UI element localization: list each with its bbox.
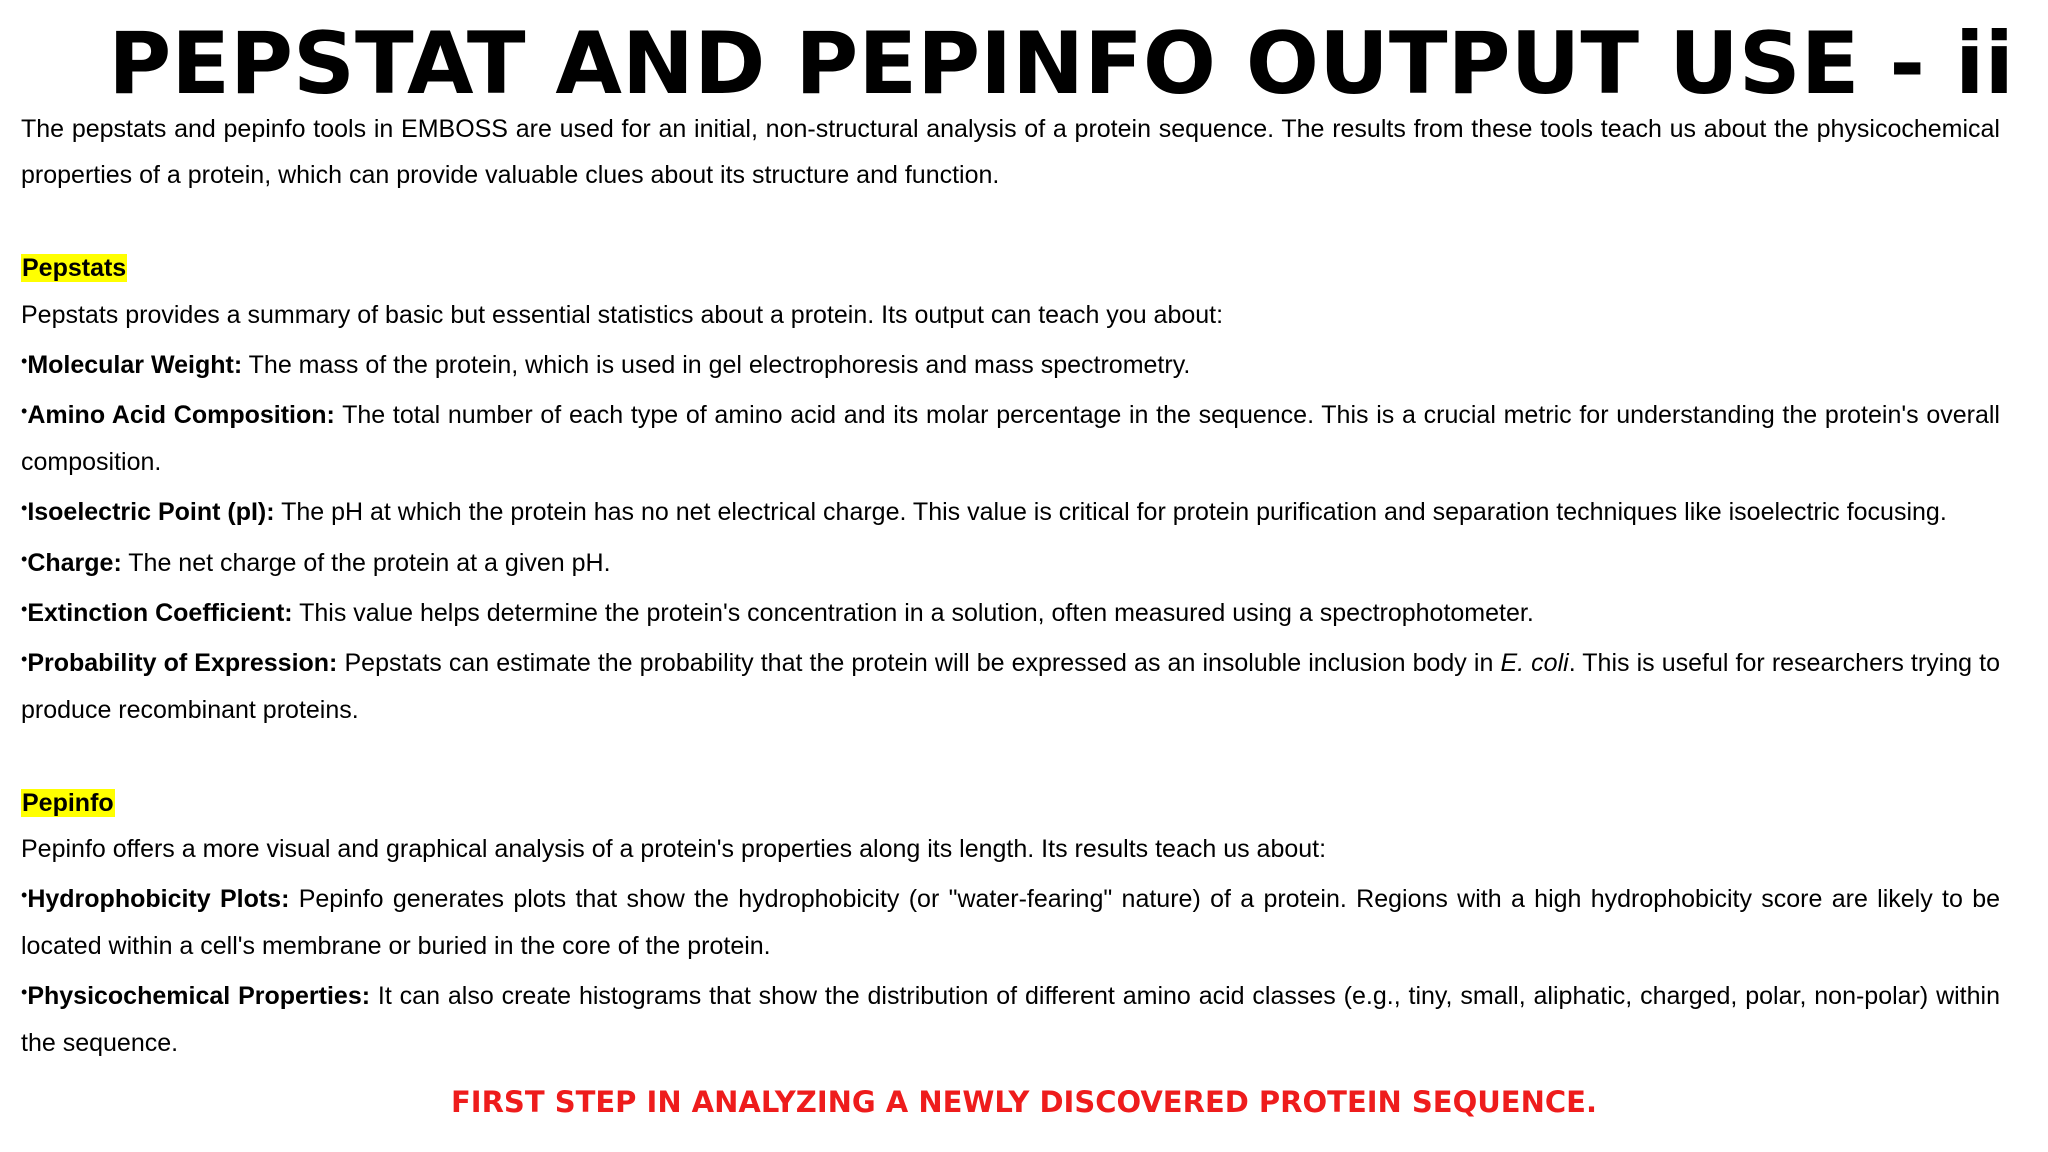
bullet-icon: • [21,548,28,569]
slide-body [21,106,2000,1066]
bullet-text: The pH at which the protein has no net electrical charge. This value is critical for protein purification and separation techniques like isoelectric focusing. [274,498,1947,527]
bullet-icon: • [21,649,28,670]
bullet-item [21,586,2000,636]
footer-callout: FIRST STEP IN ANALYZING A NEWLY DISCOVERED PROTEIN SEQUENCE. [451,1085,1597,1119]
bullet-term: Charge: [27,548,122,577]
bullet-text: The mass of the protein, which is used in gel electrophoresis and mass spectrometry. [242,351,1191,380]
bullet-icon: • [21,599,28,620]
bullet-item [21,969,2000,1066]
spacer [21,199,2000,245]
bullet-item [21,485,2000,535]
bullet-icon: • [21,982,28,1003]
bullet-icon: • [21,498,28,519]
bullet-icon: • [21,401,28,422]
bullet-text: It can also create histograms that show the distribution of different amino acid classes (e.g., tiny, small, aliphatic, charged, polar, non-polar) within the sequence. [21,982,2000,1057]
bullet-text: . This is useful for researchers trying to produce recombinant proteins. [21,649,2000,724]
bullet-text: The net charge of the protein at a given pH. [121,548,611,577]
bullet-item [21,872,2000,969]
bullet-term: Physicochemical Properties: [27,982,371,1011]
bullet-term: Amino Acid Composition: [27,401,335,430]
pepinfo-heading [21,780,2000,826]
intro-paragraph: The pepstats and pepinfo tools in EMBOSS are used for an initial, non-structural analysis of a protein sequence. The results from these tools teach us about the physicochemical properties of a protein, which can provide valuable clues about its structure and function. [21,115,2000,190]
bullet-term: Extinction Coefficient: [27,599,293,628]
pepstats-heading-label: Pepstats [22,254,127,283]
bullet-item [21,338,2000,388]
bullet-term: Hydrophobicity Plots: [27,885,290,914]
pepstats-heading [21,245,2000,291]
bullet-icon: • [21,885,28,906]
bullet-text: The total number of each type of amino acid and its molar percentage in the sequence. This is a crucial metric for understanding the protein's overall composition. [21,401,2000,476]
bullet-text: Pepinfo generates plots that show the hydrophobicity (or "water-fearing" nature) of a protein. Regions with a high hydrophobicity score are likely to be located within a cell's membrane or buried in the core of the protein. [21,885,2001,960]
bullet-item [21,636,2000,733]
bullet-text: This value helps determine the protein's concentration in a solution, often measured using a spectrophotometer. [292,599,1534,628]
slide-title: PEPSTAT AND PEPINFO OUTPUT USE - ii [108,14,2014,114]
bullet-term: Molecular Weight: [27,351,243,380]
pepinfo-heading-label: Pepinfo [22,788,114,817]
organism-name: E. coli [1500,649,1569,678]
pepinfo-lead: Pepinfo offers a more visual and graphical analysis of a protein's properties along its length. Its results teach us about: [21,835,1327,864]
bullet-text: Pepstats can estimate the probability that the protein will be expressed as an insoluble inclusion body in [337,649,1501,678]
bullet-term: Isoelectric Point (pI): [27,498,275,527]
bullet-item [21,388,2000,485]
bullet-term: Probability of Expression: [27,649,338,678]
pepstats-lead: Pepstats provides a summary of basic but essential statistics about a protein. Its output can teach you about: [21,300,1224,329]
bullet-item [21,536,2000,586]
spacer [21,733,2000,779]
bullet-icon: • [21,351,28,372]
